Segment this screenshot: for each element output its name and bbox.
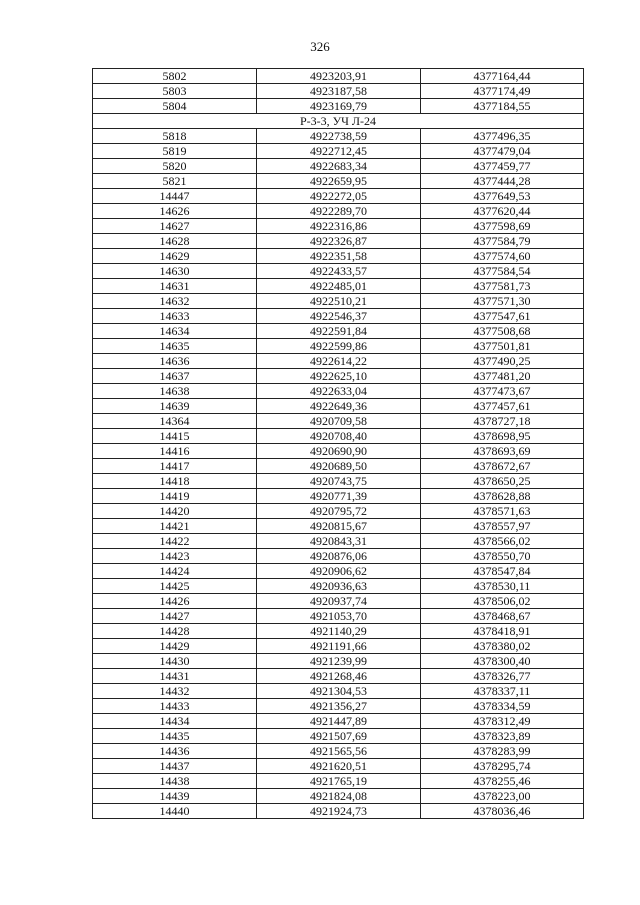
y-coordinate-cell: 4378672,67 xyxy=(421,459,584,474)
point-number-cell: 14415 xyxy=(93,429,257,444)
x-coordinate-cell: 4922433,57 xyxy=(257,264,421,279)
y-coordinate-cell: 4377649,53 xyxy=(421,189,584,204)
point-number-cell: 14439 xyxy=(93,789,257,804)
x-coordinate-cell: 4922599,86 xyxy=(257,339,421,354)
x-coordinate-cell: 4923203,91 xyxy=(257,69,421,84)
y-coordinate-cell: 4377481,20 xyxy=(421,369,584,384)
table-row xyxy=(93,624,584,639)
x-coordinate-cell: 4921239,99 xyxy=(257,654,421,669)
table-row xyxy=(93,579,584,594)
point-number-cell: 14417 xyxy=(93,459,257,474)
table-row xyxy=(93,414,584,429)
x-coordinate-cell: 4922683,34 xyxy=(257,159,421,174)
section-header-cell: Р-3-3, УЧ Л-24 xyxy=(93,114,584,129)
x-coordinate-cell: 4920795,72 xyxy=(257,504,421,519)
y-coordinate-cell: 4377547,61 xyxy=(421,309,584,324)
x-coordinate-cell: 4920937,74 xyxy=(257,594,421,609)
table-row xyxy=(93,504,584,519)
table-row xyxy=(93,204,584,219)
x-coordinate-cell: 4922351,58 xyxy=(257,249,421,264)
table-row xyxy=(93,639,584,654)
table-row xyxy=(93,309,584,324)
x-coordinate-cell: 4923169,79 xyxy=(257,99,421,114)
point-number-cell: 14631 xyxy=(93,279,257,294)
y-coordinate-cell: 4378036,46 xyxy=(421,804,584,819)
x-coordinate-cell: 4922659,95 xyxy=(257,174,421,189)
point-number-cell: 14420 xyxy=(93,504,257,519)
point-number-cell: 14431 xyxy=(93,669,257,684)
y-coordinate-cell: 4378255,46 xyxy=(421,774,584,789)
y-coordinate-cell: 4378550,70 xyxy=(421,549,584,564)
y-coordinate-cell: 4377581,73 xyxy=(421,279,584,294)
x-coordinate-cell: 4921565,56 xyxy=(257,744,421,759)
x-coordinate-cell: 4920771,39 xyxy=(257,489,421,504)
table-row xyxy=(93,534,584,549)
y-coordinate-cell: 4377501,81 xyxy=(421,339,584,354)
point-number-cell: 14635 xyxy=(93,339,257,354)
point-number-cell: 14416 xyxy=(93,444,257,459)
point-number-cell: 14634 xyxy=(93,324,257,339)
point-number-cell: 14418 xyxy=(93,474,257,489)
x-coordinate-cell: 4921924,73 xyxy=(257,804,421,819)
table-row xyxy=(93,744,584,759)
point-number-cell: 14434 xyxy=(93,714,257,729)
x-coordinate-cell: 4920843,31 xyxy=(257,534,421,549)
point-number-cell: 14427 xyxy=(93,609,257,624)
point-number-cell: 14432 xyxy=(93,684,257,699)
page-number: 326 xyxy=(310,39,330,54)
point-number-cell: 14440 xyxy=(93,804,257,819)
point-number-cell: 14423 xyxy=(93,549,257,564)
y-coordinate-cell: 4378300,40 xyxy=(421,654,584,669)
table-row xyxy=(93,354,584,369)
x-coordinate-cell: 4921620,51 xyxy=(257,759,421,774)
y-coordinate-cell: 4378326,77 xyxy=(421,669,584,684)
x-coordinate-cell: 4921191,66 xyxy=(257,639,421,654)
table-row xyxy=(93,654,584,669)
point-number-cell: 14627 xyxy=(93,219,257,234)
point-number-cell: 5803 xyxy=(93,84,257,99)
table-row xyxy=(93,144,584,159)
y-coordinate-cell: 4377620,44 xyxy=(421,204,584,219)
table-row xyxy=(93,684,584,699)
point-number-cell: 14438 xyxy=(93,774,257,789)
table-row xyxy=(93,564,584,579)
x-coordinate-cell: 4920815,67 xyxy=(257,519,421,534)
table-row xyxy=(93,609,584,624)
point-number-cell: 14422 xyxy=(93,534,257,549)
section-header-row xyxy=(93,114,584,129)
x-coordinate-cell: 4920708,40 xyxy=(257,429,421,444)
point-number-cell: 14630 xyxy=(93,264,257,279)
y-coordinate-cell: 4378698,95 xyxy=(421,429,584,444)
x-coordinate-cell: 4921356,27 xyxy=(257,699,421,714)
y-coordinate-cell: 4378334,59 xyxy=(421,699,584,714)
y-coordinate-cell: 4378295,74 xyxy=(421,759,584,774)
y-coordinate-cell: 4377184,55 xyxy=(421,99,584,114)
x-coordinate-cell: 4921765,19 xyxy=(257,774,421,789)
y-coordinate-cell: 4377457,61 xyxy=(421,399,584,414)
x-coordinate-cell: 4920743,75 xyxy=(257,474,421,489)
x-coordinate-cell: 4921304,53 xyxy=(257,684,421,699)
table-row xyxy=(93,129,584,144)
table-row xyxy=(93,399,584,414)
y-coordinate-cell: 4377571,30 xyxy=(421,294,584,309)
table-row xyxy=(93,594,584,609)
table-row xyxy=(93,459,584,474)
table-row xyxy=(93,84,584,99)
point-number-cell: 14419 xyxy=(93,489,257,504)
table-row xyxy=(93,759,584,774)
table-row xyxy=(93,474,584,489)
y-coordinate-cell: 4378693,69 xyxy=(421,444,584,459)
y-coordinate-cell: 4377490,25 xyxy=(421,354,584,369)
point-number-cell: 5820 xyxy=(93,159,257,174)
y-coordinate-cell: 4377164,44 xyxy=(421,69,584,84)
x-coordinate-cell: 4921053,70 xyxy=(257,609,421,624)
x-coordinate-cell: 4922546,37 xyxy=(257,309,421,324)
point-number-cell: 14629 xyxy=(93,249,257,264)
x-coordinate-cell: 4920876,06 xyxy=(257,549,421,564)
x-coordinate-cell: 4922712,45 xyxy=(257,144,421,159)
x-coordinate-cell: 4920906,62 xyxy=(257,564,421,579)
table-row xyxy=(93,159,584,174)
point-number-cell: 14447 xyxy=(93,189,257,204)
table-row xyxy=(93,339,584,354)
y-coordinate-cell: 4378547,84 xyxy=(421,564,584,579)
table-row xyxy=(93,174,584,189)
point-number-cell: 5821 xyxy=(93,174,257,189)
point-number-cell: 14436 xyxy=(93,744,257,759)
y-coordinate-cell: 4377508,68 xyxy=(421,324,584,339)
y-coordinate-cell: 4378312,49 xyxy=(421,714,584,729)
x-coordinate-cell: 4920689,50 xyxy=(257,459,421,474)
y-coordinate-cell: 4378418,91 xyxy=(421,624,584,639)
y-coordinate-cell: 4377479,04 xyxy=(421,144,584,159)
x-coordinate-cell: 4921140,29 xyxy=(257,624,421,639)
y-coordinate-cell: 4378223,00 xyxy=(421,789,584,804)
table-row xyxy=(93,669,584,684)
y-coordinate-cell: 4378506,02 xyxy=(421,594,584,609)
x-coordinate-cell: 4921507,69 xyxy=(257,729,421,744)
y-coordinate-cell: 4377598,69 xyxy=(421,219,584,234)
y-coordinate-cell: 4378566,02 xyxy=(421,534,584,549)
table-row xyxy=(93,234,584,249)
x-coordinate-cell: 4922625,10 xyxy=(257,369,421,384)
table-row xyxy=(93,804,584,819)
x-coordinate-cell: 4922510,21 xyxy=(257,294,421,309)
table-row xyxy=(93,249,584,264)
point-number-cell: 14638 xyxy=(93,384,257,399)
table-row xyxy=(93,69,584,84)
point-number-cell: 14364 xyxy=(93,414,257,429)
y-coordinate-cell: 4377473,67 xyxy=(421,384,584,399)
x-coordinate-cell: 4922326,87 xyxy=(257,234,421,249)
x-coordinate-cell: 4922591,84 xyxy=(257,324,421,339)
point-number-cell: 14421 xyxy=(93,519,257,534)
x-coordinate-cell: 4922738,59 xyxy=(257,129,421,144)
table-row xyxy=(93,714,584,729)
point-number-cell: 14636 xyxy=(93,354,257,369)
x-coordinate-cell: 4922272,05 xyxy=(257,189,421,204)
x-coordinate-cell: 4920936,63 xyxy=(257,579,421,594)
y-coordinate-cell: 4377174,49 xyxy=(421,84,584,99)
x-coordinate-cell: 4921268,46 xyxy=(257,669,421,684)
x-coordinate-cell: 4921447,89 xyxy=(257,714,421,729)
coordinates-table xyxy=(92,68,584,819)
table-row xyxy=(93,489,584,504)
point-number-cell: 14632 xyxy=(93,294,257,309)
x-coordinate-cell: 4922485,01 xyxy=(257,279,421,294)
table-row xyxy=(93,369,584,384)
point-number-cell: 14626 xyxy=(93,204,257,219)
y-coordinate-cell: 4377459,77 xyxy=(421,159,584,174)
point-number-cell: 14426 xyxy=(93,594,257,609)
point-number-cell: 14435 xyxy=(93,729,257,744)
point-number-cell: 5804 xyxy=(93,99,257,114)
x-coordinate-cell: 4922649,36 xyxy=(257,399,421,414)
table-row xyxy=(93,324,584,339)
table-row xyxy=(93,384,584,399)
x-coordinate-cell: 4922289,70 xyxy=(257,204,421,219)
table-row xyxy=(93,99,584,114)
table-row xyxy=(93,549,584,564)
table-row xyxy=(93,444,584,459)
table-row xyxy=(93,264,584,279)
y-coordinate-cell: 4378530,11 xyxy=(421,579,584,594)
point-number-cell: 14639 xyxy=(93,399,257,414)
table-row xyxy=(93,294,584,309)
y-coordinate-cell: 4378650,25 xyxy=(421,474,584,489)
table-row xyxy=(93,729,584,744)
table-row xyxy=(93,519,584,534)
y-coordinate-cell: 4378727,18 xyxy=(421,414,584,429)
point-number-cell: 14637 xyxy=(93,369,257,384)
table-row xyxy=(93,189,584,204)
x-coordinate-cell: 4920690,90 xyxy=(257,444,421,459)
y-coordinate-cell: 4378380,02 xyxy=(421,639,584,654)
y-coordinate-cell: 4378571,63 xyxy=(421,504,584,519)
table-row xyxy=(93,429,584,444)
x-coordinate-cell: 4922316,86 xyxy=(257,219,421,234)
point-number-cell: 14437 xyxy=(93,759,257,774)
table-row xyxy=(93,699,584,714)
point-number-cell: 5819 xyxy=(93,144,257,159)
y-coordinate-cell: 4377496,35 xyxy=(421,129,584,144)
x-coordinate-cell: 4923187,58 xyxy=(257,84,421,99)
table-row xyxy=(93,219,584,234)
x-coordinate-cell: 4922633,04 xyxy=(257,384,421,399)
point-number-cell: 14628 xyxy=(93,234,257,249)
point-number-cell: 14633 xyxy=(93,309,257,324)
y-coordinate-cell: 4378283,99 xyxy=(421,744,584,759)
y-coordinate-cell: 4378557,97 xyxy=(421,519,584,534)
y-coordinate-cell: 4377444,28 xyxy=(421,174,584,189)
y-coordinate-cell: 4377584,54 xyxy=(421,264,584,279)
table-row xyxy=(93,279,584,294)
y-coordinate-cell: 4378628,88 xyxy=(421,489,584,504)
point-number-cell: 5802 xyxy=(93,69,257,84)
point-number-cell: 14433 xyxy=(93,699,257,714)
point-number-cell: 14425 xyxy=(93,579,257,594)
point-number-cell: 14429 xyxy=(93,639,257,654)
y-coordinate-cell: 4377574,60 xyxy=(421,249,584,264)
point-number-cell: 5818 xyxy=(93,129,257,144)
point-number-cell: 14424 xyxy=(93,564,257,579)
point-number-cell: 14430 xyxy=(93,654,257,669)
y-coordinate-cell: 4378323,89 xyxy=(421,729,584,744)
coordinates-table-body xyxy=(93,69,584,819)
y-coordinate-cell: 4378468,67 xyxy=(421,609,584,624)
x-coordinate-cell: 4921824,08 xyxy=(257,789,421,804)
x-coordinate-cell: 4922614,22 xyxy=(257,354,421,369)
x-coordinate-cell: 4920709,58 xyxy=(257,414,421,429)
y-coordinate-cell: 4378337,11 xyxy=(421,684,584,699)
y-coordinate-cell: 4377584,79 xyxy=(421,234,584,249)
point-number-cell: 14428 xyxy=(93,624,257,639)
table-row xyxy=(93,774,584,789)
table-row xyxy=(93,789,584,804)
